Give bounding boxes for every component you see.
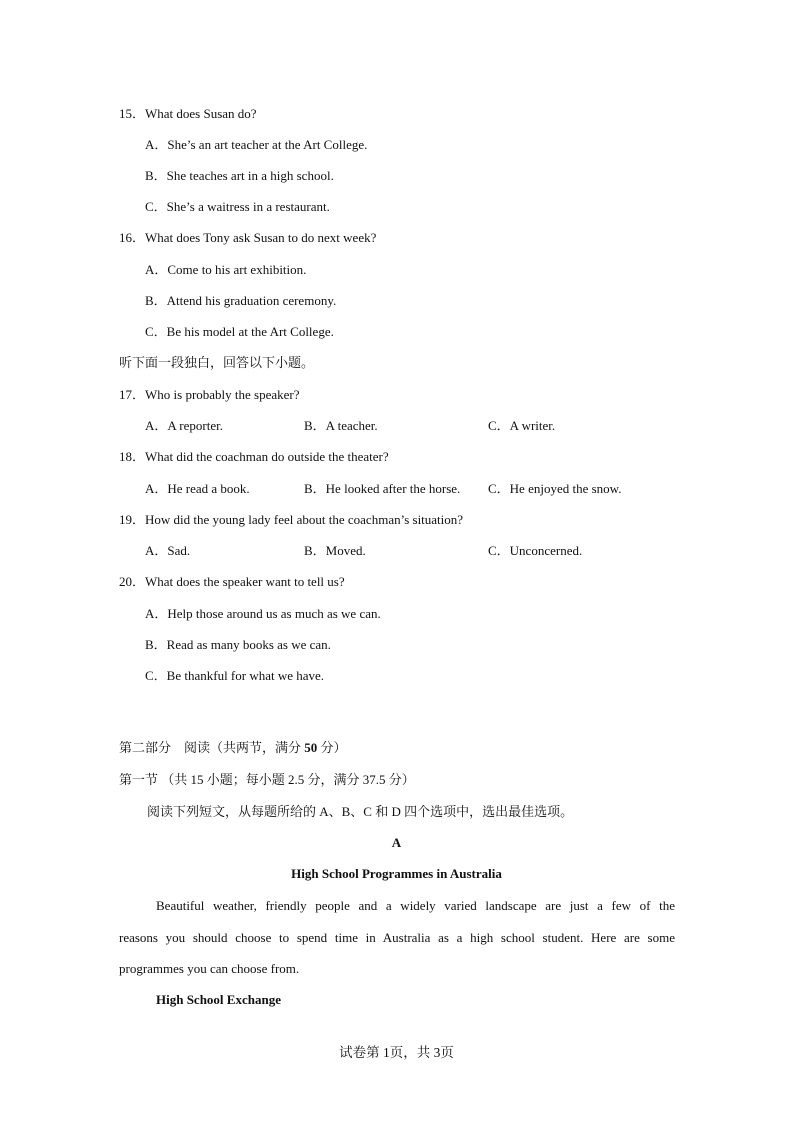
q17-option-c: C．A writer. — [488, 418, 556, 433]
q20-option-c: C．Be thankful for what we have. — [145, 668, 325, 683]
q15-option-c: C．She’s a waitress in a restaurant. — [145, 199, 330, 214]
monologue-instruction: 听下面一段独白，回答以下小题。 — [119, 355, 315, 370]
q16-option-c: C．Be his model at the Art College. — [145, 324, 334, 339]
q20-option-b: B．Read as many books as we can. — [145, 637, 331, 652]
part2-heading-suffix: 分） — [317, 740, 347, 755]
page-footer: 试卷第 1页，共 3页 — [339, 1045, 454, 1060]
passage-label: A — [391, 835, 402, 850]
q17-option-b: B．A teacher. — [304, 418, 378, 433]
paragraph-line-1: Beautiful weather, friendly people and a widely varied landscape are just a few of the — [156, 898, 675, 913]
q15-option-a: A．She’s an art teacher at the Art College. — [145, 137, 368, 152]
q18-option-a: A．He read a book. — [145, 481, 250, 496]
reading-instruction: 阅读下列短文，从每题所给的 A、B、C 和 D 四个选项中，选出最佳选项。 — [147, 804, 574, 819]
part2-heading-prefix: 第二部分 阅读（共两节，满分 — [119, 740, 305, 755]
q19-option-a: A．Sad. — [145, 543, 191, 558]
q16-stem: 16．What does Tony ask Susan to do next week? — [119, 230, 377, 245]
paragraph-line-2: reasons you should choose to spend time in Australia as a high school student. Here are some — [119, 930, 675, 945]
q19-option-b: B．Moved. — [304, 543, 366, 558]
q15-stem: 15．What does Susan do? — [119, 106, 257, 121]
q20-stem: 20．What does the speaker want to tell us? — [119, 574, 345, 589]
subheading-high-school-exchange: High School Exchange — [156, 992, 281, 1007]
q17-option-a: A．A reporter. — [145, 418, 223, 433]
q18-stem: 18．What did the coachman do outside the theater? — [119, 449, 389, 464]
q15-option-b: B．She teaches art in a high school. — [145, 168, 334, 183]
q19-option-c: C．Unconcerned. — [488, 543, 583, 558]
q20-option-a: A．Help those around us as much as we can. — [145, 606, 381, 621]
q18-option-c: C．He enjoyed the snow. — [488, 481, 622, 496]
paragraph-line-3: programmes you can choose from. — [119, 961, 300, 976]
q16-option-a: A．Come to his art exhibition. — [145, 262, 307, 277]
q19-stem: 19．How did the young lady feel about the coachman’s situation? — [119, 512, 464, 527]
passage-title: High School Programmes in Australia — [291, 866, 502, 881]
q17-stem: 17．Who is probably the speaker? — [119, 387, 300, 402]
section1-heading: 第一节 （共 15 小题；每小题 2.5 分，满分 37.5 分） — [119, 772, 415, 787]
part2-heading-score: 50 — [304, 740, 318, 755]
part2-heading — [119, 740, 347, 756]
q18-option-b: B．He looked after the horse. — [304, 481, 461, 496]
q16-option-b: B．Attend his graduation ceremony. — [145, 293, 337, 308]
